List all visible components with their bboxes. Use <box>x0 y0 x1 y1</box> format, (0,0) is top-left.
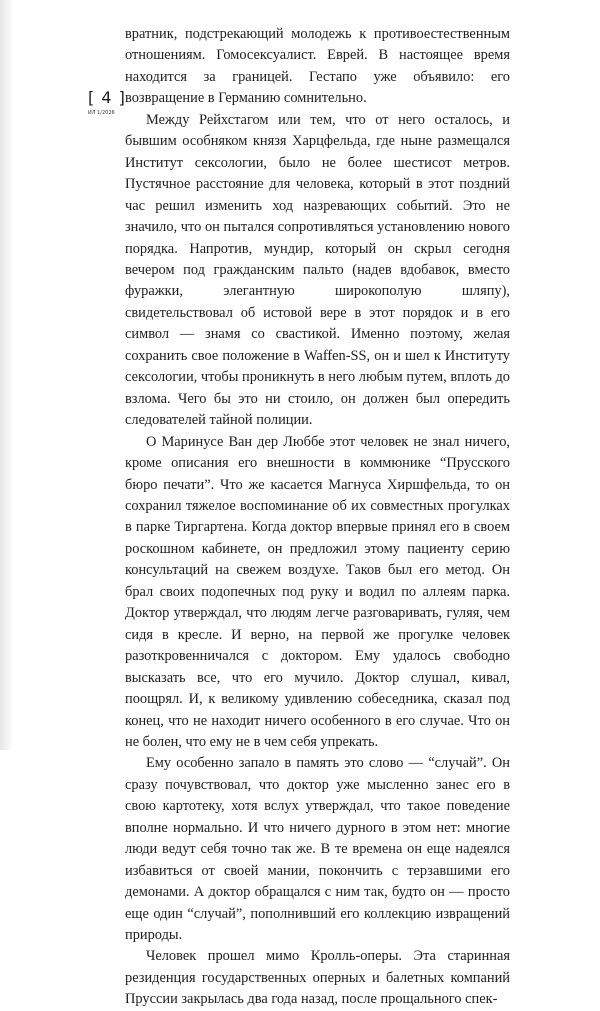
body-text <box>125 24 510 1011</box>
page-margin-info <box>88 88 126 117</box>
paragraph: вратник, подстрекающий молодежь к противоестественным отношениям. Гомосексуалист. Еврей. В настоящее время находится за границей. Гестапо уже объявило: его возвращение в Германию сомнительно. <box>125 26 510 107</box>
paragraph: Ему особенно запало в память это слово — “случай”. Он сразу почувствовал, что доктор уже мысленно занес его в свою картотеку, хотя вслух утверждал, что такое поведение вполне нормально. И что ничего дурного в этом нет: многие люди ведут себя точно так же. В те времена он еще надеялся избавиться от своей мании, покончить с терзавшими его демонами. А доктор обращался с ним так, будто он — просто еще один “случай”, пополнивший его коллекцию извращений природы. <box>125 755 510 944</box>
page-number: [ 4 ] <box>88 88 126 107</box>
binding-shadow <box>0 0 14 750</box>
paragraph: О Маринусе Ван дер Люббе этот человек не знал ничего, кроме описания его внешности в коммюнике “Прусского бюро печати”. Что же касается Магнуса Хиршфельда, то он сохранил тяжелое воспоминание об их совместных прогулках в парке Тиргартена. Когда доктор впервые принял его в своем роскошном кабинете, он предложил этому пациенту серию консультаций на свежем воздухе. Таков был его метод. Он брал своих подопечных под руку и водил по аллеям парка. Доктор утверждал, что людям легче разговаривать, гуляя, чем сидя в кресле. И верно, на первой же прогулке человек разоткровенничался с доктором. Ему удалось свободно высказать все, что его мучило. Доктор слушал, кивал, поощрял. И, к великому удивлению собеседника, сказал под конец, что не находит ничего особенного в его случае. Что он не болен, что ему не в чем себя упрекать. <box>125 433 510 750</box>
issue-label: ИЛ 1/2026 <box>88 110 115 116</box>
paragraph: Человек прошел мимо Кролль-оперы. Эта старинная резиденция государственных оперных и балетных компаний Пруссии закрылась два года назад, после прощального спек- <box>125 948 510 1008</box>
paragraph: Между Рейхстагом или тем, что от него осталось, и бывшим особняком князя Харцфельда, где ныне размещался Институт сексологии, было не более шестисот метров. Пустячное расстояние для человека, который в этот поздний час решил изменить ход назревающих событий. Это не значило, что он пытался сопротивляться установлению нового порядка. Напротив, мундир, который он скрыл сегодня вечером под гражданским пальто (надев вдобавок, вместо фуражки, элегантную широкополую шляпу), свидетельствовал об истовой вере в этот порядок и в его символ — знамя со свастикой. Именно поэтому, желая сохранить свое положение в Waffen-SS, он и шел к Институту сексологии, чтобы проникнуть в него любым путем, вплоть до взлома. Чего бы это ни стоило, он должен был опередить следователей тайной полиции. <box>125 111 510 429</box>
